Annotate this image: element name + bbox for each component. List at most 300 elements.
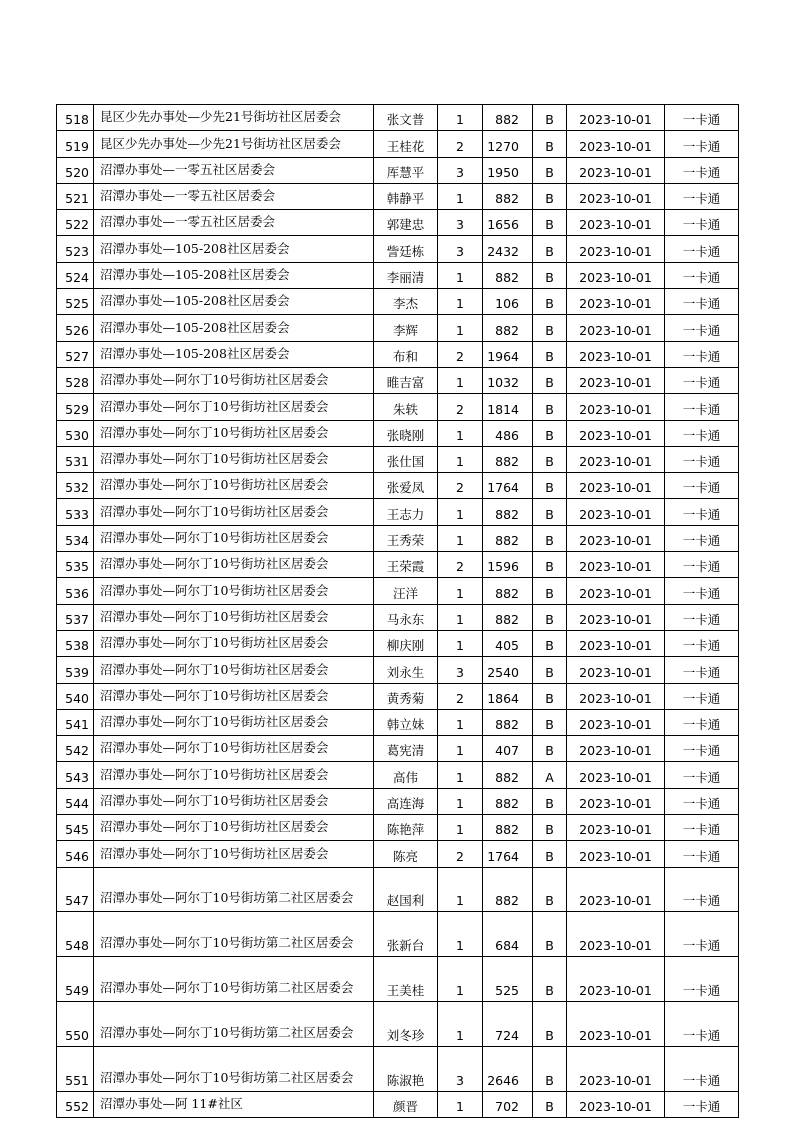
payment-method-cell: 一卡通 <box>665 341 739 367</box>
household-count-cell: 2 <box>438 131 483 157</box>
table-row <box>57 183 739 209</box>
row-number-cell: 530 <box>57 420 94 446</box>
category-cell: B <box>533 1091 567 1117</box>
date-cell: 2023-10-01 <box>567 736 665 762</box>
payment-method-cell: 一卡通 <box>665 1002 739 1047</box>
community-name-cell: 沼潭办事处—105-208社区居委会 <box>94 315 374 341</box>
date-cell: 2023-10-01 <box>567 499 665 525</box>
household-count-cell: 1 <box>438 604 483 630</box>
household-count-cell: 2 <box>438 394 483 420</box>
amount-cell: 882 <box>483 578 533 604</box>
amount-cell: 405 <box>483 630 533 656</box>
table-row <box>57 709 739 735</box>
table-row <box>57 157 739 183</box>
row-number-cell: 545 <box>57 815 94 841</box>
person-name-cell: 布和 <box>374 341 438 367</box>
category-cell: B <box>533 1002 567 1047</box>
row-number-cell: 549 <box>57 957 94 1002</box>
person-name-cell: 张晓刚 <box>374 420 438 446</box>
row-number-cell: 537 <box>57 604 94 630</box>
table-row <box>57 657 739 683</box>
community-name-cell: 沼潭办事处—阿尔丁10号街坊社区居委会 <box>94 578 374 604</box>
amount-cell: 1270 <box>483 131 533 157</box>
table-row <box>57 552 739 578</box>
date-cell: 2023-10-01 <box>567 315 665 341</box>
person-name-cell: 郭建忠 <box>374 210 438 236</box>
row-number-cell: 538 <box>57 630 94 656</box>
table-row <box>57 105 739 131</box>
category-cell: B <box>533 236 567 262</box>
date-cell: 2023-10-01 <box>567 957 665 1002</box>
community-name-cell: 沼潭办事处—阿尔丁10号街坊社区居委会 <box>94 394 374 420</box>
payment-method-cell: 一卡通 <box>665 210 739 236</box>
table-row <box>57 762 739 788</box>
category-cell: B <box>533 446 567 472</box>
category-cell: B <box>533 841 567 867</box>
table-row <box>57 604 739 630</box>
row-number-cell: 539 <box>57 657 94 683</box>
amount-cell: 882 <box>483 762 533 788</box>
category-cell: B <box>533 683 567 709</box>
community-name-cell: 昆区少先办事处—少先21号街坊社区居委会 <box>94 131 374 157</box>
community-name-cell: 沼潭办事处—阿尔丁10号街坊第二社区居委会 <box>94 912 374 957</box>
community-name-cell: 沼潭办事处—阿尔丁10号街坊社区居委会 <box>94 367 374 393</box>
amount-cell: 882 <box>483 788 533 814</box>
table-row <box>57 262 739 288</box>
community-name-cell: 沼潭办事处—一零五社区居委会 <box>94 210 374 236</box>
table-row <box>57 788 739 814</box>
community-name-cell: 沼潭办事处—阿尔丁10号街坊第二社区居委会 <box>94 867 374 912</box>
person-name-cell: 朱轶 <box>374 394 438 420</box>
category-cell: B <box>533 131 567 157</box>
household-count-cell: 1 <box>438 525 483 551</box>
table-row <box>57 446 739 472</box>
payment-method-cell: 一卡通 <box>665 473 739 499</box>
household-count-cell: 2 <box>438 552 483 578</box>
table-row <box>57 912 739 957</box>
category-cell: B <box>533 957 567 1002</box>
category-cell: B <box>533 183 567 209</box>
amount-cell: 2540 <box>483 657 533 683</box>
household-count-cell: 3 <box>438 157 483 183</box>
category-cell: B <box>533 788 567 814</box>
person-name-cell: 李辉 <box>374 315 438 341</box>
row-number-cell: 550 <box>57 1002 94 1047</box>
community-name-cell: 沼潭办事处—阿尔丁10号街坊社区居委会 <box>94 604 374 630</box>
amount-cell: 1764 <box>483 473 533 499</box>
table-row <box>57 420 739 446</box>
category-cell: B <box>533 105 567 131</box>
row-number-cell: 522 <box>57 210 94 236</box>
row-number-cell: 520 <box>57 157 94 183</box>
household-count-cell: 2 <box>438 473 483 499</box>
person-name-cell: 王志力 <box>374 499 438 525</box>
date-cell: 2023-10-01 <box>567 552 665 578</box>
table-row <box>57 867 739 912</box>
table-row <box>57 210 739 236</box>
row-number-cell: 518 <box>57 105 94 131</box>
amount-cell: 724 <box>483 1002 533 1047</box>
person-name-cell: 陈亮 <box>374 841 438 867</box>
payment-method-cell: 一卡通 <box>665 105 739 131</box>
household-count-cell: 1 <box>438 315 483 341</box>
row-number-cell: 528 <box>57 367 94 393</box>
community-name-cell: 沼潭办事处—一零五社区居委会 <box>94 183 374 209</box>
payment-method-cell: 一卡通 <box>665 867 739 912</box>
table-row <box>57 131 739 157</box>
table-row <box>57 394 739 420</box>
row-number-cell: 525 <box>57 289 94 315</box>
date-cell: 2023-10-01 <box>567 578 665 604</box>
person-name-cell: 颜晋 <box>374 1091 438 1117</box>
amount-cell: 2432 <box>483 236 533 262</box>
amount-cell: 407 <box>483 736 533 762</box>
person-name-cell: 韩静平 <box>374 183 438 209</box>
category-cell: B <box>533 1046 567 1091</box>
payment-method-cell: 一卡通 <box>665 815 739 841</box>
row-number-cell: 548 <box>57 912 94 957</box>
amount-cell: 882 <box>483 315 533 341</box>
community-name-cell: 沼潭办事处—阿尔丁10号街坊社区居委会 <box>94 525 374 551</box>
subsidy-list-table <box>56 104 739 1118</box>
date-cell: 2023-10-01 <box>567 367 665 393</box>
table-row <box>57 736 739 762</box>
person-name-cell: 张爱凤 <box>374 473 438 499</box>
row-number-cell: 535 <box>57 552 94 578</box>
amount-cell: 882 <box>483 262 533 288</box>
payment-method-cell: 一卡通 <box>665 446 739 472</box>
household-count-cell: 1 <box>438 1091 483 1117</box>
date-cell: 2023-10-01 <box>567 630 665 656</box>
category-cell: B <box>533 262 567 288</box>
household-count-cell: 1 <box>438 815 483 841</box>
community-name-cell: 沼潭办事处—阿尔丁10号街坊社区居委会 <box>94 736 374 762</box>
community-name-cell: 沼潭办事处—阿尔丁10号街坊社区居委会 <box>94 420 374 446</box>
category-cell: A <box>533 762 567 788</box>
community-name-cell: 沼潭办事处—阿尔丁10号街坊社区居委会 <box>94 815 374 841</box>
category-cell: B <box>533 552 567 578</box>
person-name-cell: 葛宪清 <box>374 736 438 762</box>
payment-method-cell: 一卡通 <box>665 657 739 683</box>
payment-method-cell: 一卡通 <box>665 604 739 630</box>
table-row <box>57 1046 739 1091</box>
community-name-cell: 沼潭办事处—阿尔丁10号街坊社区居委会 <box>94 788 374 814</box>
payment-method-cell: 一卡通 <box>665 1046 739 1091</box>
person-name-cell: 马永东 <box>374 604 438 630</box>
date-cell: 2023-10-01 <box>567 105 665 131</box>
community-name-cell: 沼潭办事处—阿尔丁10号街坊社区居委会 <box>94 630 374 656</box>
household-count-cell: 1 <box>438 578 483 604</box>
household-count-cell: 1 <box>438 183 483 209</box>
amount-cell: 882 <box>483 867 533 912</box>
payment-method-cell: 一卡通 <box>665 762 739 788</box>
household-count-cell: 1 <box>438 105 483 131</box>
amount-cell: 1964 <box>483 341 533 367</box>
row-number-cell: 546 <box>57 841 94 867</box>
household-count-cell: 1 <box>438 912 483 957</box>
amount-cell: 1764 <box>483 841 533 867</box>
household-count-cell: 1 <box>438 630 483 656</box>
row-number-cell: 544 <box>57 788 94 814</box>
category-cell: B <box>533 341 567 367</box>
amount-cell: 2646 <box>483 1046 533 1091</box>
person-name-cell: 黄秀菊 <box>374 683 438 709</box>
table-row <box>57 315 739 341</box>
date-cell: 2023-10-01 <box>567 841 665 867</box>
category-cell: B <box>533 709 567 735</box>
table-row <box>57 815 739 841</box>
date-cell: 2023-10-01 <box>567 657 665 683</box>
amount-cell: 702 <box>483 1091 533 1117</box>
category-cell: B <box>533 912 567 957</box>
table-row <box>57 578 739 604</box>
community-name-cell: 沼潭办事处—105-208社区居委会 <box>94 289 374 315</box>
person-name-cell: 厍慧平 <box>374 157 438 183</box>
table-row <box>57 499 739 525</box>
payment-method-cell: 一卡通 <box>665 1091 739 1117</box>
household-count-cell: 1 <box>438 499 483 525</box>
community-name-cell: 沼潭办事处—阿尔丁10号街坊社区居委会 <box>94 446 374 472</box>
date-cell: 2023-10-01 <box>567 788 665 814</box>
row-number-cell: 523 <box>57 236 94 262</box>
person-name-cell: 李杰 <box>374 289 438 315</box>
amount-cell: 882 <box>483 709 533 735</box>
date-cell: 2023-10-01 <box>567 341 665 367</box>
household-count-cell: 1 <box>438 867 483 912</box>
row-number-cell: 529 <box>57 394 94 420</box>
category-cell: B <box>533 289 567 315</box>
row-number-cell: 519 <box>57 131 94 157</box>
community-name-cell: 沼潭办事处—105-208社区居委会 <box>94 236 374 262</box>
category-cell: B <box>533 815 567 841</box>
row-number-cell: 527 <box>57 341 94 367</box>
person-name-cell: 陈艳萍 <box>374 815 438 841</box>
person-name-cell: 汪洋 <box>374 578 438 604</box>
community-name-cell: 沼潭办事处—阿 11#社区 <box>94 1091 374 1117</box>
payment-method-cell: 一卡通 <box>665 315 739 341</box>
payment-method-cell: 一卡通 <box>665 289 739 315</box>
amount-cell: 525 <box>483 957 533 1002</box>
category-cell: B <box>533 157 567 183</box>
person-name-cell: 王荣霞 <box>374 552 438 578</box>
payment-method-cell: 一卡通 <box>665 709 739 735</box>
date-cell: 2023-10-01 <box>567 289 665 315</box>
row-number-cell: 542 <box>57 736 94 762</box>
person-name-cell: 张新台 <box>374 912 438 957</box>
date-cell: 2023-10-01 <box>567 1002 665 1047</box>
person-name-cell: 张文普 <box>374 105 438 131</box>
person-name-cell: 李丽清 <box>374 262 438 288</box>
household-count-cell: 1 <box>438 788 483 814</box>
person-name-cell: 高连海 <box>374 788 438 814</box>
person-name-cell: 王美桂 <box>374 957 438 1002</box>
amount-cell: 882 <box>483 815 533 841</box>
date-cell: 2023-10-01 <box>567 236 665 262</box>
amount-cell: 1814 <box>483 394 533 420</box>
payment-method-cell: 一卡通 <box>665 683 739 709</box>
household-count-cell: 3 <box>438 1046 483 1091</box>
amount-cell: 1596 <box>483 552 533 578</box>
amount-cell: 684 <box>483 912 533 957</box>
amount-cell: 486 <box>483 420 533 446</box>
household-count-cell: 3 <box>438 210 483 236</box>
community-name-cell: 沼潭办事处—阿尔丁10号街坊社区居委会 <box>94 762 374 788</box>
person-name-cell: 刘永生 <box>374 657 438 683</box>
amount-cell: 882 <box>483 446 533 472</box>
date-cell: 2023-10-01 <box>567 420 665 446</box>
person-name-cell: 柳庆刚 <box>374 630 438 656</box>
household-count-cell: 1 <box>438 1002 483 1047</box>
community-name-cell: 沼潭办事处—一零五社区居委会 <box>94 157 374 183</box>
row-number-cell: 540 <box>57 683 94 709</box>
community-name-cell: 沼潭办事处—阿尔丁10号街坊社区居委会 <box>94 473 374 499</box>
category-cell: B <box>533 578 567 604</box>
table-row <box>57 289 739 315</box>
date-cell: 2023-10-01 <box>567 525 665 551</box>
amount-cell: 882 <box>483 183 533 209</box>
household-count-cell: 1 <box>438 420 483 446</box>
table-row <box>57 957 739 1002</box>
payment-method-cell: 一卡通 <box>665 499 739 525</box>
amount-cell: 1864 <box>483 683 533 709</box>
table-row <box>57 1002 739 1047</box>
table-row <box>57 236 739 262</box>
date-cell: 2023-10-01 <box>567 446 665 472</box>
table-row <box>57 473 739 499</box>
table-row <box>57 341 739 367</box>
row-number-cell: 536 <box>57 578 94 604</box>
payment-method-cell: 一卡通 <box>665 131 739 157</box>
community-name-cell: 沼潭办事处—阿尔丁10号街坊社区居委会 <box>94 709 374 735</box>
community-name-cell: 昆区少先办事处—少先21号街坊社区居委会 <box>94 105 374 131</box>
date-cell: 2023-10-01 <box>567 912 665 957</box>
row-number-cell: 532 <box>57 473 94 499</box>
community-name-cell: 沼潭办事处—105-208社区居委会 <box>94 341 374 367</box>
date-cell: 2023-10-01 <box>567 762 665 788</box>
payment-method-cell: 一卡通 <box>665 912 739 957</box>
category-cell: B <box>533 657 567 683</box>
table-row <box>57 367 739 393</box>
row-number-cell: 541 <box>57 709 94 735</box>
payment-method-cell: 一卡通 <box>665 788 739 814</box>
person-name-cell: 韩立妹 <box>374 709 438 735</box>
community-name-cell: 沼潭办事处—阿尔丁10号街坊第二社区居委会 <box>94 1046 374 1091</box>
table-body <box>57 105 739 1118</box>
date-cell: 2023-10-01 <box>567 683 665 709</box>
community-name-cell: 沼潭办事处—阿尔丁10号街坊第二社区居委会 <box>94 957 374 1002</box>
date-cell: 2023-10-01 <box>567 473 665 499</box>
payment-method-cell: 一卡通 <box>665 578 739 604</box>
household-count-cell: 3 <box>438 236 483 262</box>
category-cell: B <box>533 499 567 525</box>
household-count-cell: 1 <box>438 762 483 788</box>
payment-method-cell: 一卡通 <box>665 394 739 420</box>
payment-method-cell: 一卡通 <box>665 420 739 446</box>
category-cell: B <box>533 367 567 393</box>
community-name-cell: 沼潭办事处—阿尔丁10号街坊社区居委会 <box>94 552 374 578</box>
community-name-cell: 沼潭办事处—阿尔丁10号街坊社区居委会 <box>94 499 374 525</box>
household-count-cell: 1 <box>438 262 483 288</box>
person-name-cell: 訾廷栋 <box>374 236 438 262</box>
table-row <box>57 683 739 709</box>
person-name-cell: 王桂花 <box>374 131 438 157</box>
date-cell: 2023-10-01 <box>567 867 665 912</box>
amount-cell: 882 <box>483 604 533 630</box>
date-cell: 2023-10-01 <box>567 815 665 841</box>
household-count-cell: 2 <box>438 341 483 367</box>
household-count-cell: 1 <box>438 709 483 735</box>
date-cell: 2023-10-01 <box>567 1091 665 1117</box>
date-cell: 2023-10-01 <box>567 131 665 157</box>
payment-method-cell: 一卡通 <box>665 630 739 656</box>
category-cell: B <box>533 473 567 499</box>
date-cell: 2023-10-01 <box>567 157 665 183</box>
row-number-cell: 534 <box>57 525 94 551</box>
payment-method-cell: 一卡通 <box>665 236 739 262</box>
person-name-cell: 张仕国 <box>374 446 438 472</box>
payment-method-cell: 一卡通 <box>665 367 739 393</box>
row-number-cell: 533 <box>57 499 94 525</box>
amount-cell: 1032 <box>483 367 533 393</box>
row-number-cell: 552 <box>57 1091 94 1117</box>
payment-method-cell: 一卡通 <box>665 183 739 209</box>
date-cell: 2023-10-01 <box>567 709 665 735</box>
payment-method-cell: 一卡通 <box>665 841 739 867</box>
payment-method-cell: 一卡通 <box>665 957 739 1002</box>
table-row <box>57 525 739 551</box>
date-cell: 2023-10-01 <box>567 394 665 420</box>
amount-cell: 1656 <box>483 210 533 236</box>
amount-cell: 882 <box>483 499 533 525</box>
household-count-cell: 1 <box>438 367 483 393</box>
payment-method-cell: 一卡通 <box>665 552 739 578</box>
date-cell: 2023-10-01 <box>567 1046 665 1091</box>
household-count-cell: 1 <box>438 446 483 472</box>
community-name-cell: 沼潭办事处—105-208社区居委会 <box>94 262 374 288</box>
date-cell: 2023-10-01 <box>567 210 665 236</box>
household-count-cell: 1 <box>438 957 483 1002</box>
community-name-cell: 沼潭办事处—阿尔丁10号街坊社区居委会 <box>94 841 374 867</box>
table-row <box>57 1091 739 1117</box>
category-cell: B <box>533 630 567 656</box>
person-name-cell: 赵国利 <box>374 867 438 912</box>
row-number-cell: 524 <box>57 262 94 288</box>
row-number-cell: 521 <box>57 183 94 209</box>
person-name-cell: 王秀荣 <box>374 525 438 551</box>
household-count-cell: 3 <box>438 657 483 683</box>
amount-cell: 882 <box>483 105 533 131</box>
table-row <box>57 630 739 656</box>
person-name-cell: 陈淑艳 <box>374 1046 438 1091</box>
household-count-cell: 2 <box>438 683 483 709</box>
amount-cell: 106 <box>483 289 533 315</box>
community-name-cell: 沼潭办事处—阿尔丁10号街坊社区居委会 <box>94 657 374 683</box>
amount-cell: 1950 <box>483 157 533 183</box>
community-name-cell: 沼潭办事处—阿尔丁10号街坊第二社区居委会 <box>94 1002 374 1047</box>
category-cell: B <box>533 394 567 420</box>
category-cell: B <box>533 315 567 341</box>
row-number-cell: 531 <box>57 446 94 472</box>
person-name-cell: 高伟 <box>374 762 438 788</box>
row-number-cell: 543 <box>57 762 94 788</box>
household-count-cell: 1 <box>438 736 483 762</box>
household-count-cell: 2 <box>438 841 483 867</box>
category-cell: B <box>533 604 567 630</box>
date-cell: 2023-10-01 <box>567 183 665 209</box>
community-name-cell: 沼潭办事处—阿尔丁10号街坊社区居委会 <box>94 683 374 709</box>
payment-method-cell: 一卡通 <box>665 736 739 762</box>
date-cell: 2023-10-01 <box>567 262 665 288</box>
